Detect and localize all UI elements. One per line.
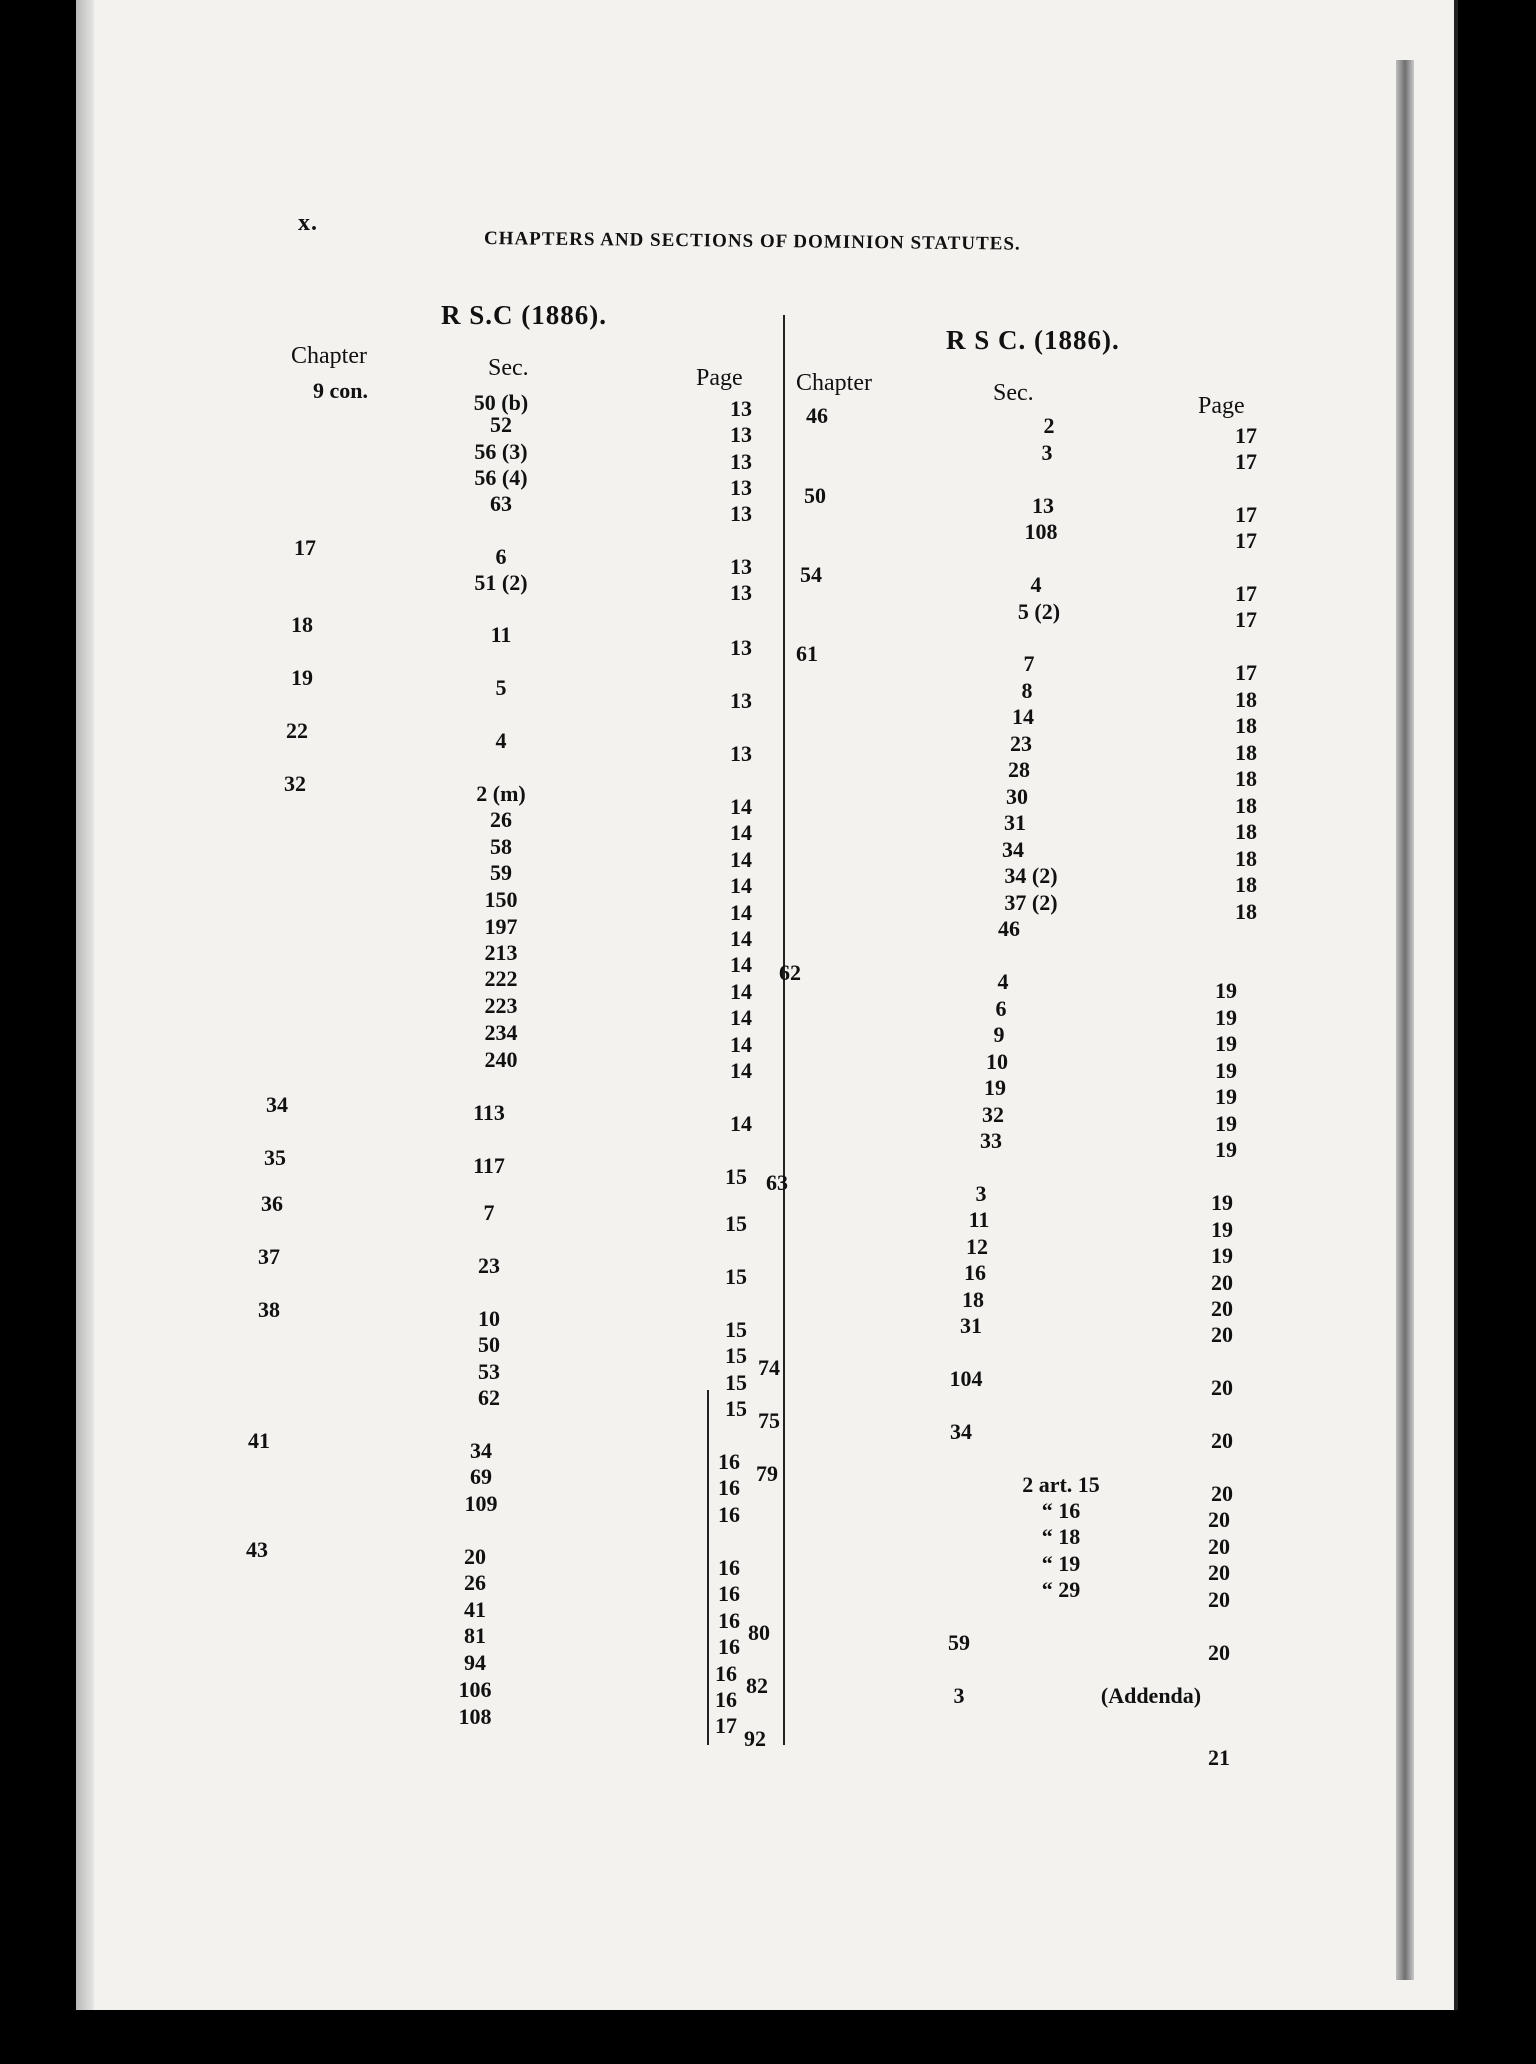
left-sec: 5 xyxy=(495,675,507,700)
left-sec: 63 xyxy=(490,491,512,516)
left-sec: 150 xyxy=(484,887,518,912)
left-sec: 4 xyxy=(495,728,507,753)
left-chapter: 43 xyxy=(246,1537,268,1562)
left-title: R S.C (1886). xyxy=(441,300,607,330)
right-sec: 33 xyxy=(980,1128,1002,1153)
right-page: 18 xyxy=(1235,687,1257,712)
right-sec: 34 (2) xyxy=(1004,863,1058,888)
right-page: 18 xyxy=(1235,819,1257,844)
right-page: 18 xyxy=(1235,793,1257,818)
left-page: 14 xyxy=(730,1005,752,1030)
right-chapter: 50 xyxy=(804,483,826,508)
right-sec: 16 xyxy=(964,1260,986,1285)
right-sec: 31 xyxy=(960,1313,982,1338)
left-page: 17 xyxy=(715,1713,737,1738)
left-page: 14 xyxy=(730,873,752,898)
left-sec: 222 xyxy=(484,966,518,991)
left-chapter: 37 xyxy=(258,1244,280,1269)
right-page: 19 xyxy=(1215,978,1237,1003)
right-sec: 18 xyxy=(962,1287,984,1312)
left-sec: 62 xyxy=(478,1385,500,1410)
left-page: 15 xyxy=(725,1264,747,1289)
right-page: 18 xyxy=(1235,740,1257,765)
right-page: 20 xyxy=(1211,1322,1233,1347)
left-page: 13 xyxy=(730,449,752,474)
left-sec: 56 (3) xyxy=(474,439,528,464)
right-chapter: 62 xyxy=(779,960,801,985)
right-sec: 34 xyxy=(1002,837,1024,862)
left-sec: 23 xyxy=(478,1253,500,1278)
left-sec: 51 (2) xyxy=(474,570,528,595)
right-chapter: 54 xyxy=(800,562,822,587)
left-col-chapter-header: Chapter xyxy=(291,343,367,369)
right-sec: 46 xyxy=(998,916,1020,941)
left-sec: 7 xyxy=(483,1200,495,1225)
right-chapter: 80 xyxy=(748,1620,770,1645)
left-chapter: 18 xyxy=(291,612,313,637)
right-sec: (Addenda) xyxy=(1100,1683,1202,1708)
right-page: 20 xyxy=(1208,1560,1230,1585)
right-page: 18 xyxy=(1235,899,1257,924)
right-sec: 108 xyxy=(1024,519,1058,544)
right-sec: 3 xyxy=(1041,440,1053,465)
right-sec: 5 (2) xyxy=(1017,599,1061,624)
left-sec: 108 xyxy=(458,1704,492,1729)
left-sec: 50 xyxy=(478,1332,500,1357)
left-page: 15 xyxy=(725,1343,747,1368)
left-page: 16 xyxy=(718,1449,740,1474)
right-chapter: 82 xyxy=(746,1673,768,1698)
right-page: 20 xyxy=(1208,1587,1230,1612)
left-sec: 59 xyxy=(490,860,512,885)
right-sec: 32 xyxy=(982,1102,1004,1127)
right-page: 19 xyxy=(1215,1084,1237,1109)
left-sec: 94 xyxy=(464,1650,486,1675)
left-page: 14 xyxy=(730,847,752,872)
right-page: 20 xyxy=(1208,1507,1230,1532)
left-page: 16 xyxy=(718,1634,740,1659)
right-page: 17 xyxy=(1235,528,1257,553)
left-page: 13 xyxy=(730,580,752,605)
right-sec: 4 xyxy=(1030,572,1042,597)
right-sec: 30 xyxy=(1006,784,1028,809)
left-sec: 113 xyxy=(473,1100,505,1125)
right-chapter: 74 xyxy=(758,1355,780,1380)
right-sec: 19 xyxy=(984,1075,1006,1100)
left-page: 13 xyxy=(730,501,752,526)
left-page: 15 xyxy=(725,1370,747,1395)
left-sec: 26 xyxy=(464,1570,486,1595)
left-chapter: 32 xyxy=(284,771,306,796)
right-chapter: 63 xyxy=(766,1170,788,1195)
left-page: 16 xyxy=(718,1502,740,1527)
left-page: 14 xyxy=(730,794,752,819)
right-page: 17 xyxy=(1235,660,1257,685)
right-page: 19 xyxy=(1215,1058,1237,1083)
right-sec: 3 xyxy=(975,1181,987,1206)
right-sec: 23 xyxy=(1010,731,1032,756)
right-page: 20 xyxy=(1211,1296,1233,1321)
right-sec: 8 xyxy=(1021,678,1033,703)
right-col-page-header: Page xyxy=(1198,393,1245,419)
right-title: R S C. (1886). xyxy=(946,325,1120,355)
left-sec: 26 xyxy=(490,807,512,832)
left-page: 16 xyxy=(715,1687,737,1712)
right-page: 17 xyxy=(1235,502,1257,527)
right-page: 19 xyxy=(1211,1190,1233,1215)
left-sec: 213 xyxy=(484,940,518,965)
left-chapter: 22 xyxy=(286,718,308,743)
left-page: 13 xyxy=(730,475,752,500)
page-marker: x. xyxy=(298,210,318,236)
right-sec: 10 xyxy=(986,1049,1008,1074)
page-header: CHAPTERS AND SECTIONS OF DOMINION STATUTES. xyxy=(483,228,1021,255)
right-sec: 7 xyxy=(1023,651,1035,676)
right-page: 20 xyxy=(1211,1270,1233,1295)
left-chapter: 36 xyxy=(261,1191,283,1216)
right-page: 17 xyxy=(1235,449,1257,474)
right-page: 18 xyxy=(1235,713,1257,738)
left-sec: 11 xyxy=(490,622,512,647)
right-page: 20 xyxy=(1211,1481,1233,1506)
left-sec: 41 xyxy=(464,1597,486,1622)
left-page: 14 xyxy=(730,820,752,845)
left-page: 16 xyxy=(718,1581,740,1606)
right-page: 18 xyxy=(1235,872,1257,897)
left-page: 15 xyxy=(725,1211,747,1236)
right-sec: 13 xyxy=(1032,493,1054,518)
right-page: 18 xyxy=(1235,846,1257,871)
left-chapter: 9 con. xyxy=(313,378,368,403)
left-sec: 52 xyxy=(490,412,512,437)
left-page: 13 xyxy=(730,554,752,579)
left-page: 14 xyxy=(730,1058,752,1083)
right-page: 20 xyxy=(1211,1375,1233,1400)
left-chapter: 19 xyxy=(291,665,313,690)
right-sec: “ 16 xyxy=(1041,1498,1081,1523)
left-page: 15 xyxy=(725,1317,747,1342)
left-page: 13 xyxy=(730,741,752,766)
right-sec: 34 xyxy=(950,1419,972,1444)
left-sec: 34 xyxy=(470,1438,492,1463)
right-col-chapter-header: Chapter xyxy=(796,370,872,396)
left-sec: 58 xyxy=(490,834,512,859)
left-sec: 117 xyxy=(473,1153,505,1178)
right-chapter: 46 xyxy=(806,403,828,428)
right-sec: 9 xyxy=(993,1022,1005,1047)
left-sec: 53 xyxy=(478,1359,500,1384)
left-page: 13 xyxy=(730,422,752,447)
right-page: 17 xyxy=(1235,581,1257,606)
left-page: 14 xyxy=(730,1111,752,1136)
right-sec: 6 xyxy=(995,996,1007,1021)
right-sec: 14 xyxy=(1012,704,1034,729)
right-chapter: 75 xyxy=(758,1408,780,1433)
left-page: 15 xyxy=(725,1396,747,1421)
right-col-sec-header: Sec. xyxy=(993,380,1034,406)
left-col-page-header: Page xyxy=(696,365,743,391)
left-sec: 81 xyxy=(464,1623,486,1648)
left-page: 14 xyxy=(730,952,752,977)
right-sec: 59 xyxy=(948,1630,970,1655)
right-sec: 2 xyxy=(1043,413,1055,438)
left-sec: 234 xyxy=(484,1020,518,1045)
right-sec: “ 29 xyxy=(1041,1577,1081,1602)
right-sec: 3 xyxy=(953,1683,965,1708)
right-chapter: 79 xyxy=(756,1461,778,1486)
left-page: 16 xyxy=(718,1475,740,1500)
left-sec: 50 (b) xyxy=(473,390,529,415)
left-sec: 197 xyxy=(484,914,518,939)
left-sec: 223 xyxy=(484,993,518,1018)
left-chapter: 38 xyxy=(258,1297,280,1322)
right-sec: “ 18 xyxy=(1041,1524,1081,1549)
left-page: 16 xyxy=(718,1555,740,1580)
left-page: 14 xyxy=(730,979,752,1004)
right-page: 17 xyxy=(1235,607,1257,632)
left-page: 13 xyxy=(730,688,752,713)
right-page: 21 xyxy=(1208,1745,1230,1770)
right-page: 18 xyxy=(1235,766,1257,791)
left-sec: 109 xyxy=(464,1491,498,1516)
right-page: 19 xyxy=(1215,1111,1237,1136)
left-sec: 69 xyxy=(470,1464,492,1489)
right-sec: “ 19 xyxy=(1041,1551,1081,1576)
right-page: 19 xyxy=(1211,1243,1233,1268)
right-page: 19 xyxy=(1215,1005,1237,1030)
book-page xyxy=(76,0,1458,2010)
right-sec: 31 xyxy=(1004,810,1026,835)
left-sec: 20 xyxy=(464,1544,486,1569)
right-chapter: 92 xyxy=(744,1726,766,1751)
right-chapter: 61 xyxy=(796,641,818,666)
right-page: 19 xyxy=(1215,1031,1237,1056)
left-chapter: 34 xyxy=(266,1092,288,1117)
left-sec: 240 xyxy=(484,1047,518,1072)
left-page: 14 xyxy=(730,900,752,925)
left-page: 14 xyxy=(730,1032,752,1057)
right-sec: 4 xyxy=(997,969,1009,994)
right-sec: 12 xyxy=(966,1234,988,1259)
column-divider xyxy=(783,315,785,1745)
left-chapter: 17 xyxy=(294,535,316,560)
left-sec: 106 xyxy=(458,1677,492,1702)
left-col-sec-header: Sec. xyxy=(488,355,529,381)
right-sec: 2 art. 15 xyxy=(1022,1472,1100,1497)
right-page: 20 xyxy=(1208,1640,1230,1665)
left-page: 16 xyxy=(718,1608,740,1633)
left-page: 13 xyxy=(730,396,752,421)
right-sec: 11 xyxy=(968,1207,990,1232)
left-sec: 56 (4) xyxy=(474,465,528,490)
right-page: 19 xyxy=(1215,1137,1237,1162)
left-chapter: 35 xyxy=(264,1145,286,1170)
left-sec: 2 (m) xyxy=(476,781,526,806)
left-sec: 10 xyxy=(478,1306,500,1331)
left-page: 15 xyxy=(725,1164,747,1189)
right-page: 20 xyxy=(1211,1428,1233,1453)
left-page: 13 xyxy=(730,635,752,660)
left-chapter: 41 xyxy=(248,1428,270,1453)
right-page: 19 xyxy=(1211,1217,1233,1242)
left-page: 14 xyxy=(730,926,752,951)
right-page: 20 xyxy=(1208,1534,1230,1559)
left-sec: 6 xyxy=(495,544,507,569)
right-sec: 28 xyxy=(1008,757,1030,782)
right-page: 17 xyxy=(1235,423,1257,448)
right-sec: 104 xyxy=(949,1366,983,1391)
right-sec: 37 (2) xyxy=(1004,890,1058,915)
left-page: 16 xyxy=(715,1661,737,1686)
